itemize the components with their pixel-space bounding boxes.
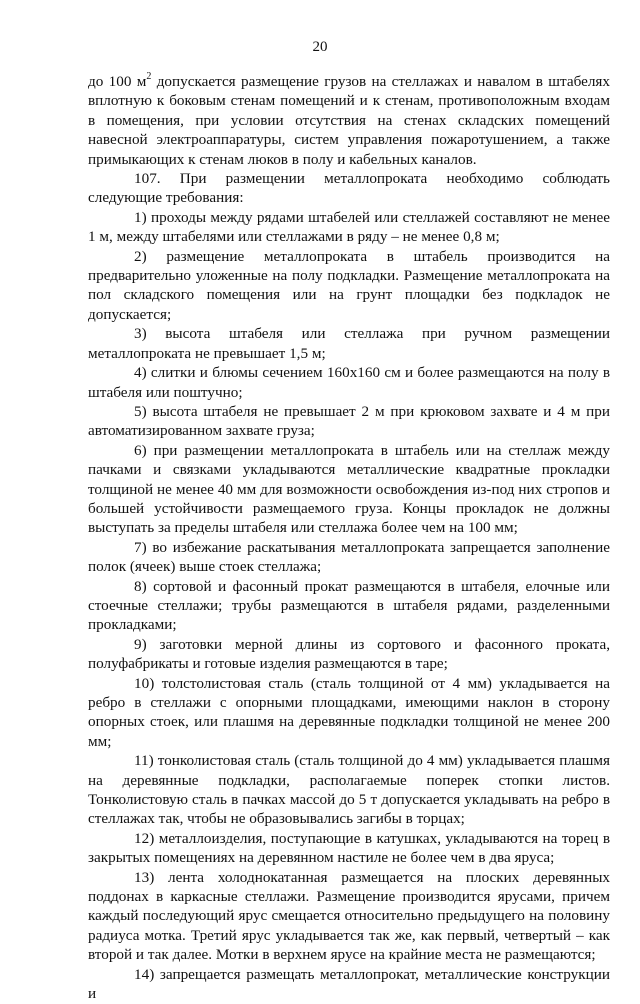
list-item-4: 4) слитки и блюмы сечением 160х160 см и более размещаются на полу в штабеля или поштучно;: [88, 364, 610, 401]
section-107-heading: 107. При размещении металлопроката необходимо соблюдать следующие требования:: [88, 170, 610, 207]
document-body: [88, 72, 610, 1004]
list-item-1: 1) проходы между рядами штабелей или стеллажей составляют не менее 1 м, между штабелями или стеллажами в ряду – не менее 0,8 м;: [88, 208, 610, 246]
list-item-5: 5) высота штабеля не превышает 2 м при крюковом захвате и 4 м при автоматизированном захвате груза;: [88, 402, 610, 440]
superscript-2: 2: [146, 70, 152, 82]
intro-paragraph: [88, 72, 610, 169]
list-item-10: 10) толстолистовая сталь (сталь толщиной от 4 мм) укладывается на ребро в стеллажи с опорными площадками, имеющими наклон в сторону опорных стоек, или плашмя на деревянные подкладки толщиной не менее 200 мм;: [88, 674, 610, 750]
page-number: 20: [312, 39, 328, 55]
list-item-11: 11) тонколистовая сталь (сталь толщиной до 4 мм) укладывается плашмя на деревянные подкладки, располагаемые поперек стопки листов. Тонколистовую сталь в пачках массой до 5 т допускается укладывать на ребро в стеллажах так, чтобы не образовывались загибы в торцах;: [88, 752, 610, 828]
intro-text-end: допускается размещение грузов на стеллажах и навалом в штабелях вплотную к боковым стенам помещений и к стенам, противоположным входам в помещения, при условии отсутствия на стенах складских помещений навесной электроаппаратуры, систем управления пожаротушением, а также примыкающих к стенам люков в полу и кабельных каналов.: [88, 73, 610, 168]
list-item-9: 9) заготовки мерной длины из сортового и фасонного проката, полуфабрикаты и готовые изделия размещаются в таре;: [88, 635, 610, 673]
list-item-6: 6) при размещении металлопроката в штабель или на стеллаж между пачками и связками укладываются металлические квадратные прокладки толщиной не менее 40 мм для возможности освобождения из-под них стропов и большей устойчивости размещаемого груза. Концы прокладок не должны выступать за пределы штабеля или стеллажа более чем на 100 мм;: [88, 441, 610, 537]
intro-text-start: до 100 м: [88, 73, 147, 90]
list-item-2: 2) размещение металлопроката в штабель производится на предварительно уложенные на полу подкладки. Размещение металлопроката на пол складского помещения или на грунт площадки без подкладок не допускается;: [88, 247, 610, 323]
list-item-14: 14) запрещается размещать металлопрокат, металлические конструкции и: [88, 965, 610, 1003]
list-item-12: 12) металлоизделия, поступающие в катушках, укладываются на торец в закрытых помещениях на деревянном настиле не более чем в два яруса;: [88, 829, 610, 867]
list-item-13: 13) лента холоднокатанная размещается на плоских деревянных поддонах в каркасные стеллажи. Размещение производится ярусами, причем каждый последующий ярус смещается относительно предыдущего на половину радиуса мотка. Третий ярус укладывается так же, как первый, четвертый – как второй и так далее. Мотки в верхнем ярусе на крайние места не размещаются;: [88, 868, 610, 964]
list-item-7: 7) во избежание раскатывания металлопроката запрещается заполнение полок (ячеек) выше стоек стеллажа;: [88, 538, 610, 576]
list-item-3: 3) высота штабеля или стеллажа при ручном размещении металлопроката не превышает 1,5 м;: [88, 325, 610, 362]
list-item-8: 8) сортовой и фасонный прокат размещаются в штабеля, елочные или стоечные стеллажи; трубы размещаются в штабеля рядами, разделенными прокладками;: [88, 577, 610, 634]
